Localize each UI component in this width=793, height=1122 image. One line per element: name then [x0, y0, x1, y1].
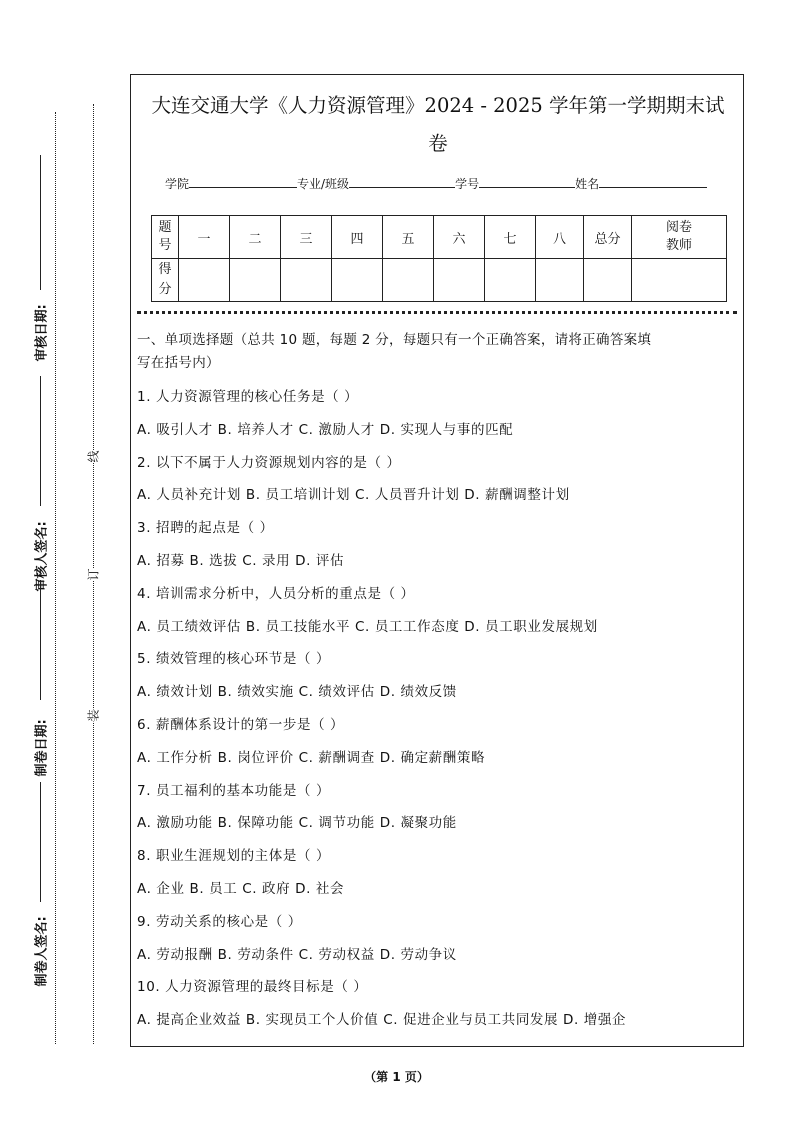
col-header-8: 八	[536, 216, 584, 259]
score-cell-4[interactable]	[332, 259, 383, 302]
question-text: 2. 以下不属于人力资源规划内容的是（ ）	[137, 454, 401, 471]
question-options: A. 激励功能 B. 保障功能 C. 调节功能 D. 凝聚功能	[137, 815, 457, 832]
make-date-label: 制卷日期:	[34, 719, 50, 777]
exam-title-line2: 卷	[428, 132, 448, 155]
make-date-line[interactable]	[40, 580, 41, 700]
score-cell-6[interactable]	[434, 259, 485, 302]
question-text: 1. 人力资源管理的核心任务是（ ）	[137, 389, 359, 405]
question-text: 10. 人力资源管理的最终目标是（ ）	[137, 979, 368, 996]
question-text: 7. 员工福利的基本功能是（ ）	[137, 782, 331, 799]
question-text: 8. 职业生涯规划的主体是（ ）	[137, 848, 331, 865]
reviewer-sign-line[interactable]	[40, 376, 41, 506]
score-table	[151, 215, 727, 302]
maker-sign-line[interactable]	[40, 782, 41, 902]
maker-sign-label: 制卷人签名:	[34, 916, 50, 987]
review-date-label: 审核日期:	[34, 304, 50, 362]
row-label-score: 得 分	[152, 259, 179, 302]
col-header-total: 总分	[584, 216, 632, 259]
exam-frame	[130, 74, 744, 1047]
col-header-grader: 阅卷 教师	[632, 216, 727, 259]
col-header-3: 三	[281, 216, 332, 259]
question-options: A. 人员补充计划 B. 员工培训计划 C. 人员晋升计划 D. 薪酬调整计划	[137, 487, 570, 504]
score-table-header-row	[152, 216, 727, 259]
score-cell-7[interactable]	[485, 259, 536, 302]
major-class-label: 专业/班级	[297, 177, 350, 191]
question-options: A. 企业 B. 员工 C. 政府 D. 社会	[137, 880, 345, 897]
col-header-7: 七	[485, 216, 536, 259]
score-cell-5[interactable]	[383, 259, 434, 302]
name-label: 姓名	[575, 177, 600, 191]
question-list	[137, 381, 741, 1037]
major-class-field[interactable]	[349, 175, 455, 188]
student-info-row	[165, 175, 707, 192]
question-text: 9. 劳动关系的核心是（ ）	[137, 913, 302, 930]
row-label-question-number: 题 号	[152, 216, 179, 259]
col-header-1: 一	[179, 216, 230, 259]
col-header-6: 六	[434, 216, 485, 259]
score-cell-2[interactable]	[230, 259, 281, 302]
question-options: A. 绩效计划 B. 绩效实施 C. 绩效评估 D. 绩效反馈	[137, 684, 457, 701]
col-header-2: 二	[230, 216, 281, 259]
question-text: 6. 薪酬体系设计的第一步是（ ）	[137, 716, 345, 733]
reviewer-sign-label: 审核人签名:	[34, 521, 50, 592]
student-id-label: 学号	[455, 177, 480, 191]
college-field[interactable]	[189, 175, 297, 188]
section-single-choice	[137, 329, 741, 1037]
question-options: A. 吸引人才 B. 培养人才 C. 激励人才 D. 实现人与事的匹配	[137, 421, 514, 438]
score-table-score-row	[152, 259, 727, 302]
page-number: （第 1 页）	[364, 1070, 429, 1084]
question-text: 5. 绩效管理的核心环节是（ ）	[137, 651, 331, 668]
col-header-4: 四	[332, 216, 383, 259]
question-text: 4. 培训需求分析中，人员分析的重点是（ ）	[137, 585, 415, 602]
binding-char-staple: 订	[86, 568, 101, 581]
binding-char-seal: 装	[86, 709, 101, 722]
student-id-field[interactable]	[479, 175, 575, 188]
question-text: 3. 招聘的起点是（ ）	[137, 520, 274, 537]
question-options: A. 招募 B. 选拔 C. 录用 D. 评估	[137, 552, 345, 569]
question-options: A. 工作分析 B. 岗位评价 C. 薪酬调查 D. 确定薪酬策略	[137, 749, 486, 766]
score-cell-1[interactable]	[179, 259, 230, 302]
question-options: A. 提高企业效益 B. 实现员工个人价值 C. 促进企业与员工共同发展 D. 增强企	[137, 1012, 627, 1029]
col-header-5: 五	[383, 216, 434, 259]
left-dotted-line	[55, 112, 56, 1044]
exam-title	[131, 87, 745, 163]
question-options: A. 劳动报酬 B. 劳动条件 C. 劳动权益 D. 劳动争议	[137, 946, 457, 963]
score-cell-total[interactable]	[584, 259, 632, 302]
question-options: A. 员工绩效评估 B. 员工技能水平 C. 员工工作态度 D. 员工职业发展规划	[137, 618, 598, 635]
section-separator	[137, 311, 737, 314]
review-date-line[interactable]	[40, 155, 41, 290]
section-heading: 一、单项选择题（总共 10 题，每题 2 分，每题只有一个正确答案，请将正确答案填 写在括号内）	[137, 332, 652, 371]
score-cell-3[interactable]	[281, 259, 332, 302]
score-cell-grader[interactable]	[632, 259, 727, 302]
college-label: 学院	[165, 177, 190, 191]
score-cell-8[interactable]	[536, 259, 584, 302]
name-field[interactable]	[599, 175, 707, 188]
binding-char-line: 线	[86, 450, 101, 463]
exam-title-line1: 大连交通大学《人力资源管理》2024 - 2025 学年第一学期期末试	[151, 94, 725, 117]
